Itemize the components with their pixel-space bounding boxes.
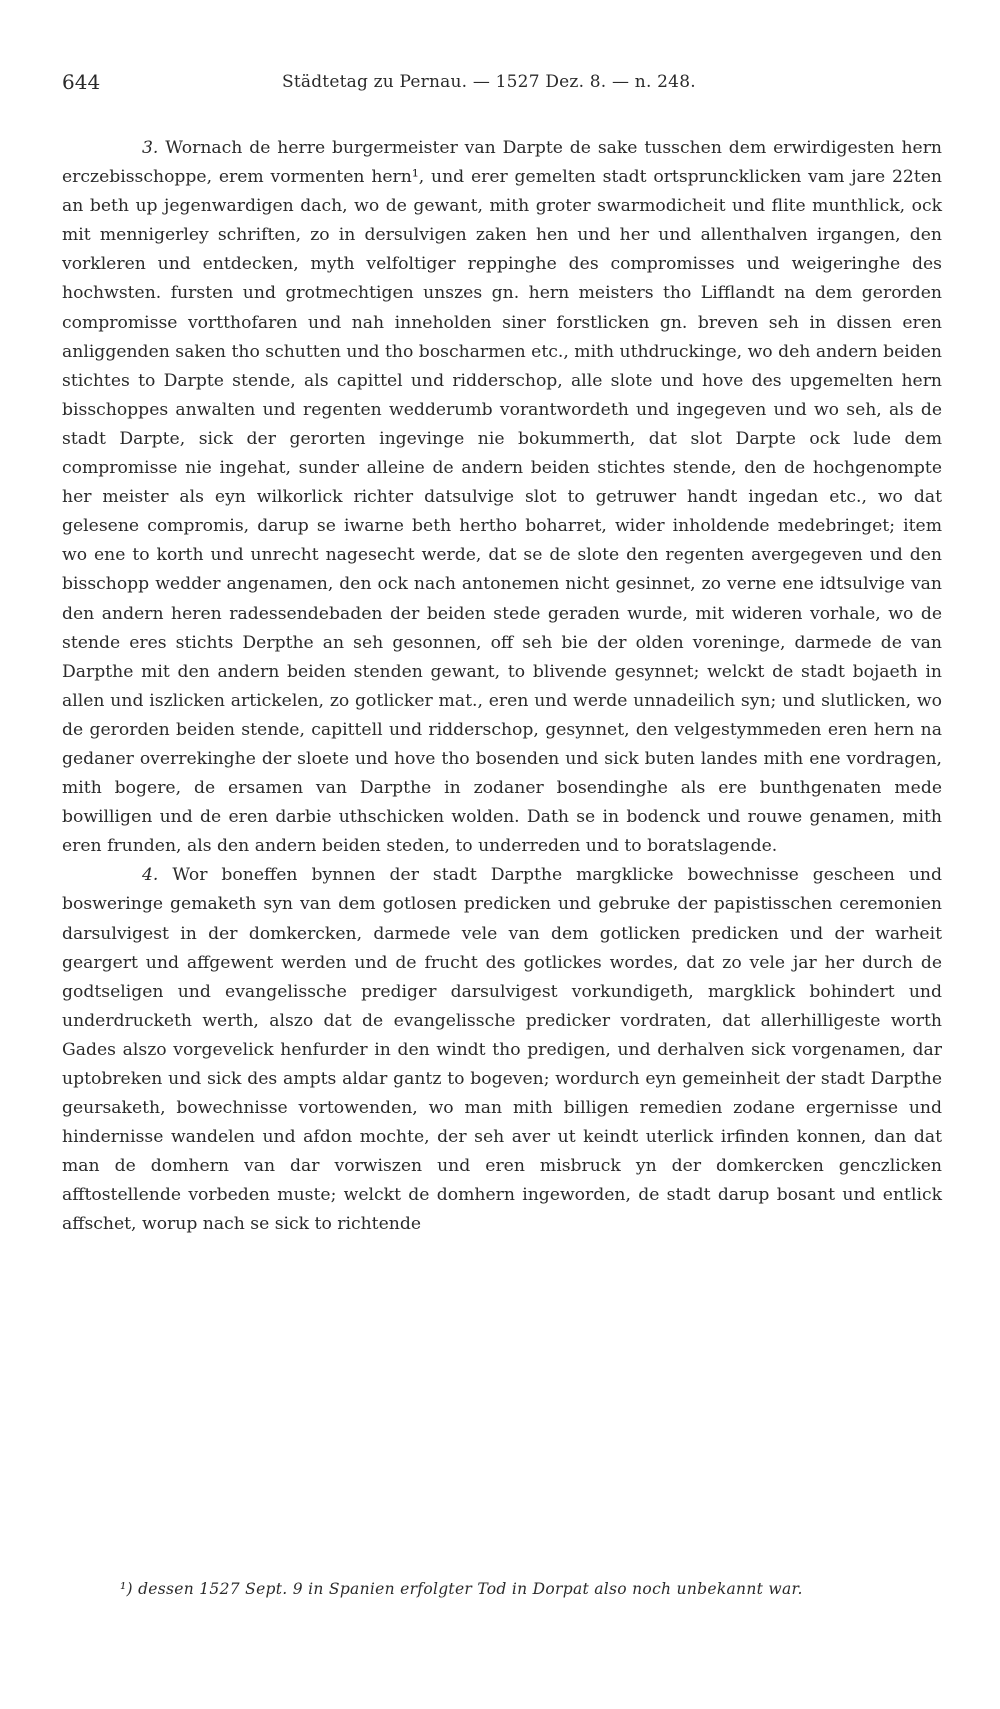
body-text (62, 134, 942, 1240)
paragraph-4 (62, 861, 942, 1239)
paragraph-text: Wornach de herre burgermeister van Darpte de sake tusschen dem erwirdigesten hern erczebisschoppe, erem vormenten hern¹, und erer gemelten stadt ortspruncklicken vam jare 22ten an beth up jegenwardigen dach, wo de gewant, mith groter swarmodicheit und flite munthlick, ock mit mennigerley schriften, zo in dersulvigen zaken hen und her und allenthalven irgangen, den vorkleren und entdecken, myth velfoltiger reppinghe des compromisses und weigeringhe des hochwsten. fursten und grotmechtigen unszes gn. hern meisters tho Lifflandt na dem gerorden compromisse vortthofaren und nah inneholden siner forstlicken gn. breven seh in dissen eren anliggenden saken tho schutten und tho boscharmen etc., mith uthdruckinge, wo deh andern beiden stichtes to Darpte stende, als capittel und ridderschop, alle slote und hove des upgemelten hern bisschoppes anwalten und regenten wedderumb vorantwordeth und ingegeven und wo seh, als de stadt Darpte, sick der gerorten ingevinge nie bokummerth, dat slot Darpte ock lude dem compromisse nie ingehat, sunder alleine de andern beiden stichtes stende, den de hochgenompte her meister als eyn wilkorlick richter datsulvige slot to getruwer handt ingedan etc., wo dat gelesene compromis, darup se iwarne beth hertho boharret, wider inholdende medebringet; item wo ene to korth und unrecht nagesecht werde, dat se de slote den regenten avergegeven und den bisschopp wedder angenamen, den ock nach antonemen nicht gesinnet, zo verne ene idtsulvige van den andern heren radessendebaden der beiden stede geraden wurde, mit wideren vorhale, wo de stende eres stichts Derpthe an seh gesonnen, off seh bie der olden voreninge, darmede de van Darpthe mit den andern beiden stenden gewant, to blivende gesynnet; welckt de stadt bojaeth in allen und iszlicken artickelen, zo gotlicker mat., eren und werde unnadeilich syn; und slutlicken, wo de gerorden beiden stende, capittell und ridderschop, gesynnet, den velgestymmeden eren hern na gedaner overrekinghe der sloete und hove tho bosenden und sick buten landes mith ene vordragen, mith bogere, de ersamen van Darpthe in zodaner bosendinghe als ere bunthgenaten mede bowilligen und de eren darbie uthschicken wolden. Dath se in bodenck und rouwe genamen, mith eren frunden, als den andern beiden steden, to underreden und to boratslagende. (62, 138, 942, 857)
paragraph-3 (62, 134, 942, 861)
footnote: ¹) dessen 1527 Sept. 9 in Spanien erfolgter Tod in Dorpat also noch unbekannt war. (120, 1580, 803, 1598)
paragraph-text: Wor boneffen bynnen der stadt Darpthe margklicke bowechnisse gescheen und bosweringe gemaketh syn van dem gotlosen predicken und gebruke der papistisschen ceremonien darsulvigest in der domkercken, darmede vele van dem gotlicken predicken und der warheit geargert und affgewent werden und de frucht des gotlickes wordes, dat zo vele jar her durch de godtseligen und evangelissche prediger darsulvigest vorkundigeth, margklick bohindert und underdrucketh werth, alszo dat de evangelissche predicker vordraten, dat allerhilligeste worth Gades alszo vorgevelick henfurder in den windt tho predigen, und derhalven sick vorgenamen, dar uptobreken und sick des ampts aldar gantz to bogeven; wordurch eyn gemeinheit der stadt Darpthe geursaketh, bowechnisse vortowenden, wo man mith billigen remedien zodane ergernisse und hindernisse wandelen und afdon mochte, der seh aver ut keindt uterlick irfinden konnen, dan dat man de domhern van dar vorwiszen und eren misbruck yn der domkercken genczlicken afftostellende vorbeden muste; welckt de domhern ingeworden, de stadt darup bosant und entlick affschet, worup nach se sick to richtende (62, 865, 942, 1235)
page-number: 644 (62, 70, 101, 94)
page-header (62, 70, 942, 100)
paragraph-number: 4. (142, 865, 159, 886)
paragraph-number: 3. (142, 138, 159, 158)
running-head: Städtetag zu Pernau. — 1527 Dez. 8. — n. 248. (282, 72, 696, 92)
